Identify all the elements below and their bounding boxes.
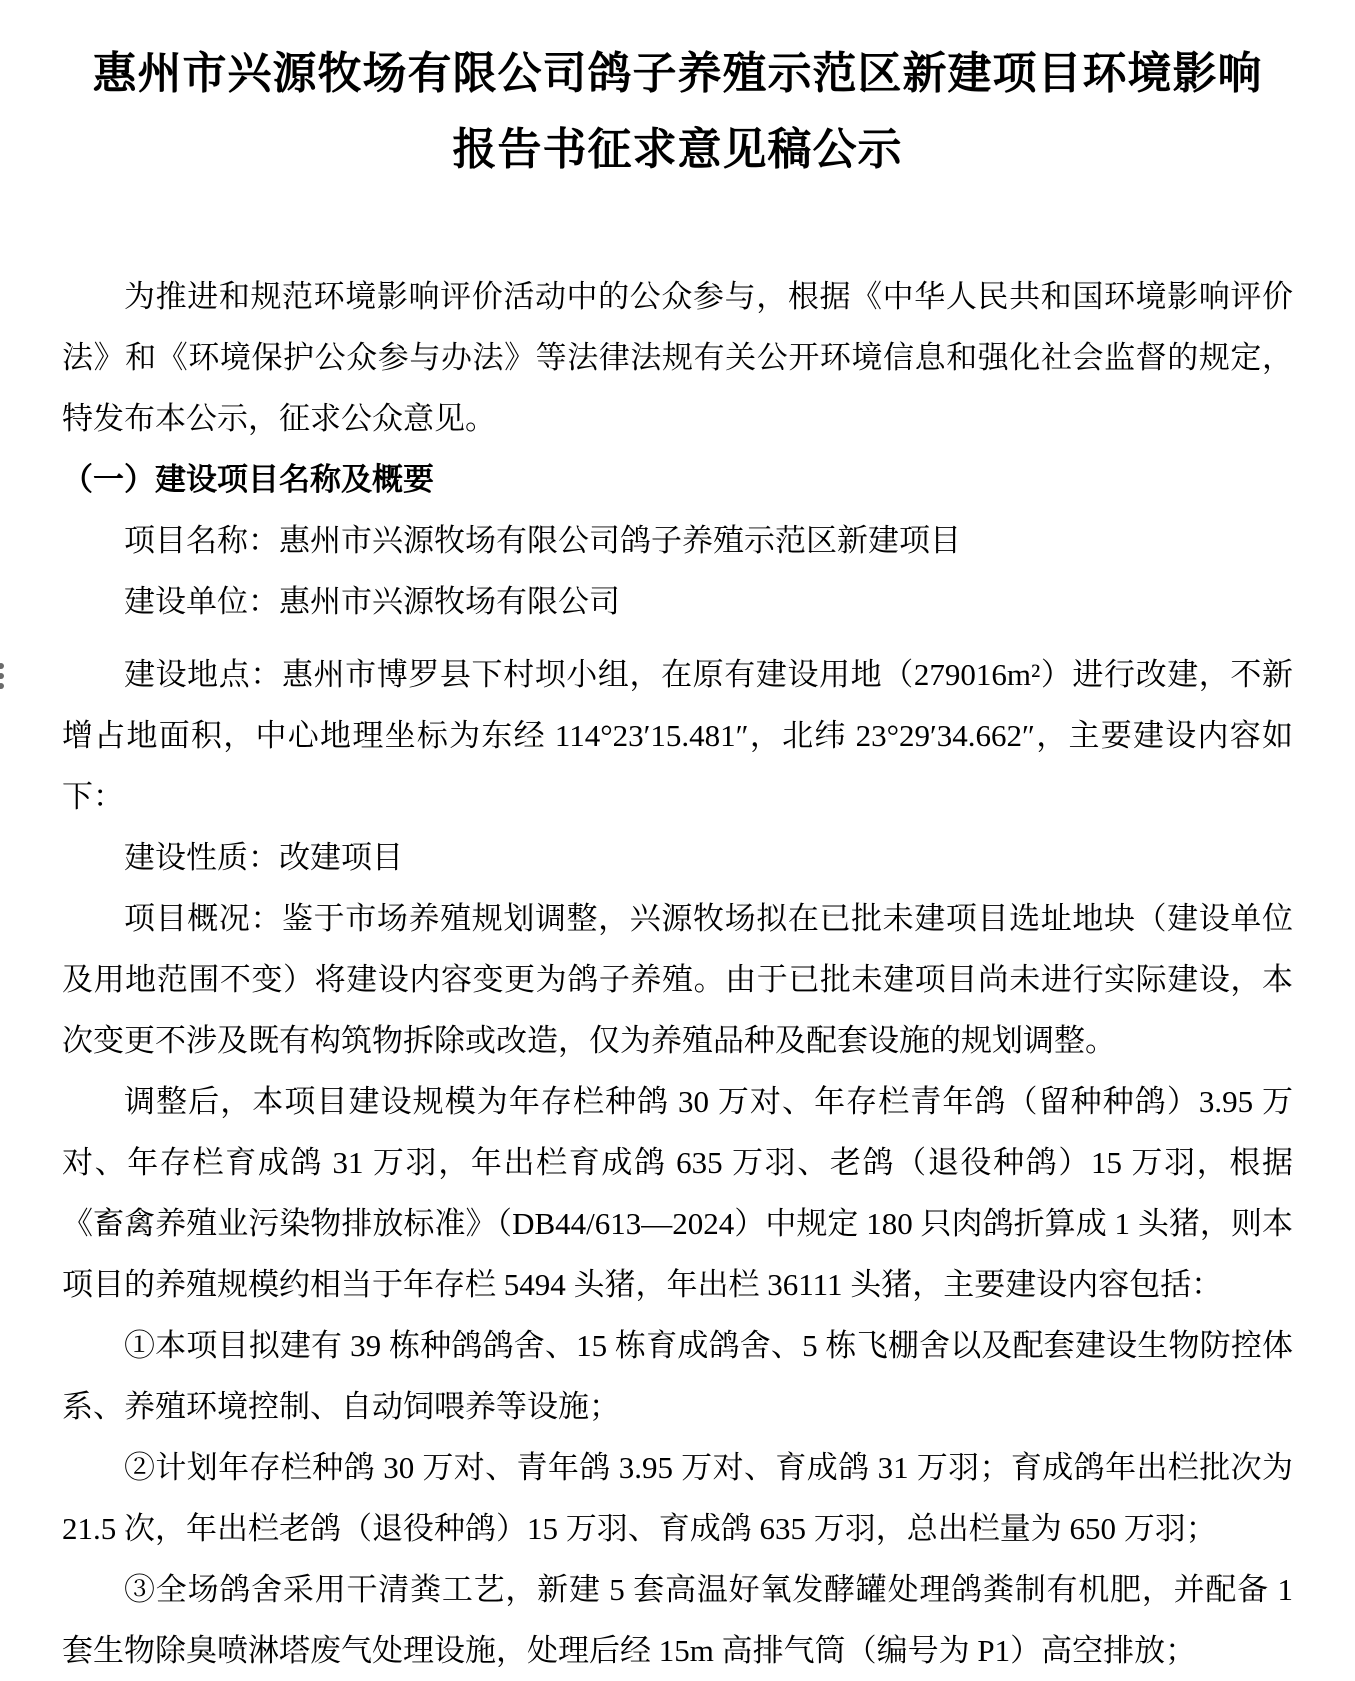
section-1-heading: （一）建设项目名称及概要: [62, 462, 434, 497]
construction-site-paragraph: 建设地点：惠州市博罗县下村坝小组，在原有建设用地（279016m²）进行改建，不新增占地面积，中心地理坐标为东经 114°23′15.481″，北纬 23°29′34.662″，主要建设内容如下：: [62, 657, 1293, 814]
project-name-paragraph: 项目名称：惠州市兴源牧场有限公司鸽子养殖示范区新建项目: [124, 523, 961, 558]
build-item-2-paragraph: ②计划年存栏种鸽 30 万对、青年鸽 3.95 万对、育成鸽 31 万羽；育成鸽年出栏批次为 21.5 次，年出栏老鸽（退役种鸽）15 万羽、育成鸽 635 万羽，总出栏量为 650 万羽；: [62, 1450, 1293, 1546]
handle-dot: [0, 673, 4, 679]
document-body: [62, 266, 1293, 1681]
build-item-1-paragraph: ①本项目拟建有 39 栋种鸽鸽舍、15 栋育成鸽舍、5 栋飞棚舍以及配套建设生物防控体系、养殖环境控制、自动饲喂养等设施；: [62, 1328, 1293, 1424]
vertical-dots-icon[interactable]: [0, 663, 8, 689]
intro-paragraph: 为推进和规范环境影响评价活动中的公众参与，根据《中华人民共和国环境影响评价法》和《环境保护公众参与办法》等法律法规有关公开环境信息和强化社会监督的规定，特发布本公示，征求公众意见。: [62, 279, 1293, 436]
title-line-1: 惠州市兴源牧场有限公司鸽子养殖示范区新建项目环境影响: [92, 49, 1263, 98]
handle-dot: [0, 663, 4, 669]
build-item-3-paragraph: ③全场鸽舍采用干清粪工艺，新建 5 套高温好氧发酵罐处理鸽粪制有机肥，并配备 1 套生物除臭喷淋塔废气处理设施，处理后经 15m 高排气筒（编号为 P1）高空排放；: [62, 1572, 1293, 1668]
document-title: [62, 36, 1293, 188]
project-overview-paragraph: 项目概况：鉴于市场养殖规划调整，兴源牧场拟在已批未建项目选址地块（建设单位及用地范围不变）将建设内容变更为鸽子养殖。由于已批未建项目尚未进行实际建设，本次变更不涉及既有构筑物拆除或改造，仅为养殖品种及配套设施的规划调整。: [62, 901, 1293, 1058]
title-line-2: 报告书征求意见稿公示: [452, 125, 903, 174]
adjusted-scale-paragraph: 调整后，本项目建设规模为年存栏种鸽 30 万对、年存栏青年鸽（留种种鸽）3.95 万对、年存栏育成鸽 31 万羽，年出栏育成鸽 635 万羽、老鸽（退役种鸽）15 万羽，根据《畜禽养殖业污染物排放标准》（DB44/613—2024）中规定 180 只肉鸽折算成 1 头猪，则本项目的养殖规模约相当于年存栏 5494 头猪，年出栏 36111 头猪，主要建设内容包括：: [62, 1084, 1293, 1302]
handle-dot: [0, 683, 4, 689]
construction-unit-paragraph: 建设单位：惠州市兴源牧场有限公司: [124, 584, 620, 619]
construction-nature-paragraph: 建设性质：改建项目: [124, 840, 403, 875]
